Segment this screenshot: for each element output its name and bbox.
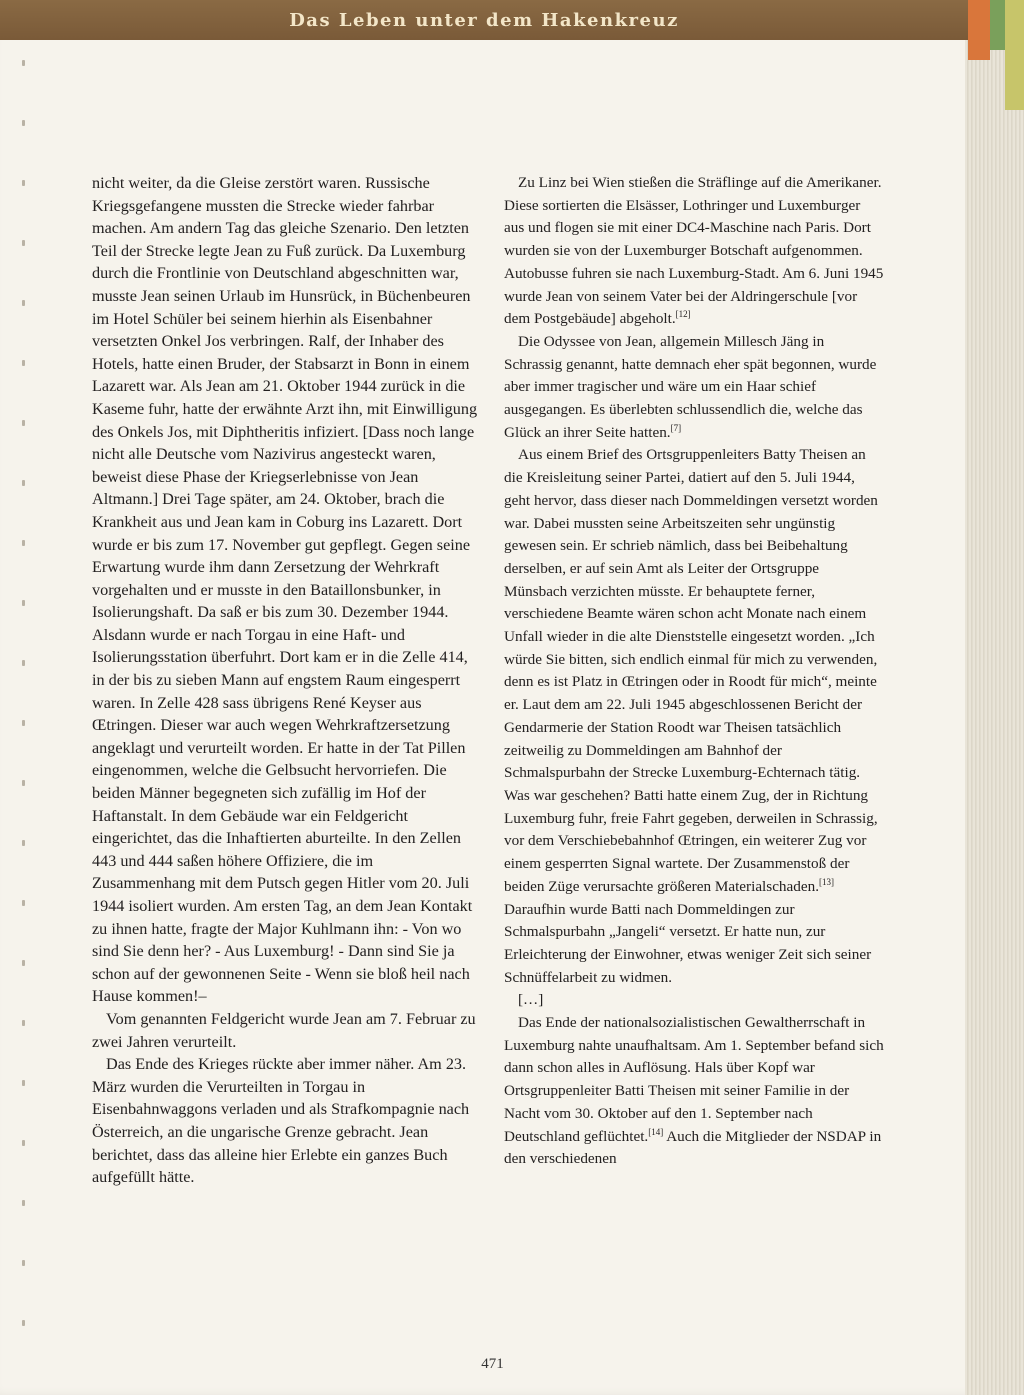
binding-hole [22,780,25,786]
footnote-ref-13: [13] [819,876,834,887]
binding-hole [22,1020,25,1026]
right-text-column [504,172,884,1171]
binding-hole [22,1260,25,1266]
right-paragraph-3-text: Aus einem Brief des Ortsgruppenleiters Batty Theisen an die Kreisleitung seiner Partei, datiert auf den 5. Juli 1944, geht hervor, dass dieser nach Dommeldingen versetzt worden war. Dabei mussten seine Arbeitszeiten sehr ungünstig gewesen sein. Er schrieb nämlich, dass bei Beibehaltung derselben, er auf sein Amt als Leiter der Ortsgruppe Münsbach verzichten müsste. Er behauptete ferner, verschiedene Beamte wären schon acht Monate nach einem Unfall wieder in die alte Dienststelle eingesetzt worden. „Ich würde Sie bitten, sich endlich einmal für mich zu verwenden, denn es ist Platz in Œtringen oder in Roodt für mich“, meinte er. Laut dem am 22. Juli 1945 abgeschlossenen Bericht der Gendarmerie der Station Roodt war Theisen tatsächlich zeitweilig zu Dommeldingen am Bahnhof der Schmalspurbahn der Strecke Luxemburg-Echternach tätig. Was war geschehen? Batti hatte einem Zug, der in Richtung Luxemburg fuhr, freie Fahrt gegeben, derweilen in Schrassig, vor dem Verschiebebahnhof Œtringen, ein weiterer Zug vor einem gesperrten Signal wartete. Der Zusammenstoß der beiden Züge verursachte größeren Materialschaden. [504,446,878,895]
left-paragraph-1: nicht weiter, da die Gleise zerstört waren. Russische Kriegsgefangene mussten die Strecke wieder fahrbar machen. Am andern Tag das gleiche Szenario. Den letzten Teil der Strecke legte Jean zu Fuß zurück. Da Luxemburg durch die Frontlinie von Deutschland abgeschnitten war, musste Jean seinen Urlaub im Hunsrück, in Büchenbeuren im Hotel Schüler bei seinem hierhin als Eisenbahner versetzten Onkel Jos verbringen. Ralf, der Inhaber des Hotels, hatte einen Bruder, der Stabsarzt in Bonn in einem Lazarett war. Als Jean am 21. Oktober 1944 zurück in die Kaseme fuhr, hatte der erwähnte Arzt ihn, mit Einwilligung des Onkels Jos, mit Diphtheritis infiziert. [Dass noch lange nicht alle Deutsche vom Nazivirus angesteckt waren, beweist diese Phase der Kriegserlebnisse von Jean Altmann.] Drei Tage später, am 24. Oktober, brach die Krankheit aus und Jean kam in Coburg ins Lazarett. Dort wurde er bis zum 17. November gut gepflegt. Gegen seine Erwartung wurde ihm dann Zersetzung der Wehrkraft vorgehalten und er musste in den Bataillonsbunker, in Isolierungshaft. Da saß er bis zum 30. Dezember 1944. Alsdann wurde er nach Torgau in eine Haft- und Isolierungsstation überfuhrt. Dort kam er in die Zelle 414, in der bis zu sieben Mann auf engstem Raum eingesperrt waren. In Zelle 428 sass übrigens René Keyser aus Œtringen. Dieser war auch wegen Wehrkraftzersetzung angeklagt und verurteilt worden. Er hatte in der Tat Pillen eingenommen, welche die Gelbsucht hervorriefen. Die beiden Männer begegneten sich zufällig im Hof der Haftanstalt. In dem Gebäude war ein Feldgericht eingerichtet, das die Inhaftierten aburteilte. In den Zellen 443 und 444 saßen höhere Offiziere, die im Zusammenhang mit dem Putsch gegen Hitler vom 20. Juli 1944 isoliert wurden. Am ersten Tag, an dem Jean Kontakt zu ihnen hatte, fragte der Major Kuhlmann ihn: - Von wo sind Sie denn her? - Aus Luxemburg! - Dann sind Sie ja schon auf der gewonnenen Seite - Wenn sie bloß heil nach Hause kommen!– [92,174,478,1006]
right-paragraph-1-text: Zu Linz bei Wien stießen die Sträflinge auf die Amerikaner. Diese sortierten die Elsässer, Lothringer und Luxemburger aus und flogen sie mit einer DC4-Maschine nach Paris. Dort wurden sie von der Luxemburger Botschaft aufgenommen. Autobusse fuhren sie nach Luxemburg-Stadt. Am 6. Juni 1945 wurde Jean von seinem Vater bei der Aldringerschule [vor dem Postgebäude] abgeholt. [504,174,884,328]
binding-hole [22,960,25,966]
binding-hole [22,300,25,306]
right-paragraph-5-tail: Auch die Mitglieder der NSDAP in den verschiedenen [504,1127,882,1168]
binding-hole [22,1080,25,1086]
bookmark-tab-orange [968,0,990,60]
binding-hole [22,480,25,486]
binding-hole [22,720,25,726]
right-paragraph-2 [504,331,884,445]
bookmark-tab-yellow [1005,0,1024,110]
right-paragraph-5 [504,1012,884,1171]
binding-hole [22,240,25,246]
binding-hole [22,540,25,546]
binding-hole [22,1140,25,1146]
left-paragraph-2: Vom genannten Feldgericht wurde Jean am 7. Februar zu zwei Jahren verurteilt. [92,1009,476,1051]
right-paragraph-5-text: Das Ende der nationalsozialistischen Gewaltherrschaft in Luxemburg nahte unaufhaltsam. Am 1. September befand sich dann schon alles in Auflösung. Hals über Kopf war Ortsgruppenleiter Batti Theisen mit seiner Familie in der Nacht vom 30. Oktober auf den 1. September nach Deutschland geflüchtet. [504,1014,884,1145]
left-text-column [92,172,480,1189]
binding-holes [22,60,26,1380]
binding-hole [22,1200,25,1206]
page-edges [965,40,1024,1395]
binding-hole [22,420,25,426]
binding-hole [22,60,25,66]
binding-hole [22,600,25,606]
binding-hole [22,180,25,186]
left-paragraph-3: Das Ende des Krieges rückte aber immer näher. Am 23. März wurden die Verurteilten in Torgau in Eisenbahnwaggons verladen und als Strafkompagnie nach Österreich, an die ungarische Grenze gebracht. Jean berichtet, dass das alleine hier Erlebte ein ganzes Buch aufgefüllt hätte. [92,1055,470,1187]
binding-hole [22,840,25,846]
footnote-ref-12: [12] [675,309,691,320]
running-header [0,0,968,40]
binding-hole [22,120,25,126]
binding-hole [22,1320,25,1326]
footnote-ref-14: [14] [648,1126,664,1137]
running-header-title: Das Leben unter dem Hakenkreuz [289,9,679,31]
right-paragraph-ellipsis: […] [518,991,544,1009]
binding-hole [22,900,25,906]
page-number: 471 [481,1356,504,1372]
right-paragraph-3 [504,444,884,989]
right-paragraph-1 [504,172,884,331]
right-paragraph-2-text: Die Odyssee von Jean, allgemein Millesch Jäng in Schrassig genannt, hatte demnach eher spät begonnen, wurde aber immer tragischer und wäre um ein Haar schief ausgegangen. Es überlebten schlussendlich die, welche das Glück an ihrer Seite hatten. [504,332,877,441]
binding-hole [22,660,25,666]
footnote-ref-7: [7] [670,422,682,433]
binding-hole [22,360,25,366]
right-paragraph-3-tail: Daraufhin wurde Batti nach Dommeldingen zur Schmalspurbahn „Jangeli“ versetzt. Er hatte nun, zur Erleichterung der Einwohner, etwas weniger Zeit sich seiner Schnüffelarbeit zu widmen. [504,900,872,986]
